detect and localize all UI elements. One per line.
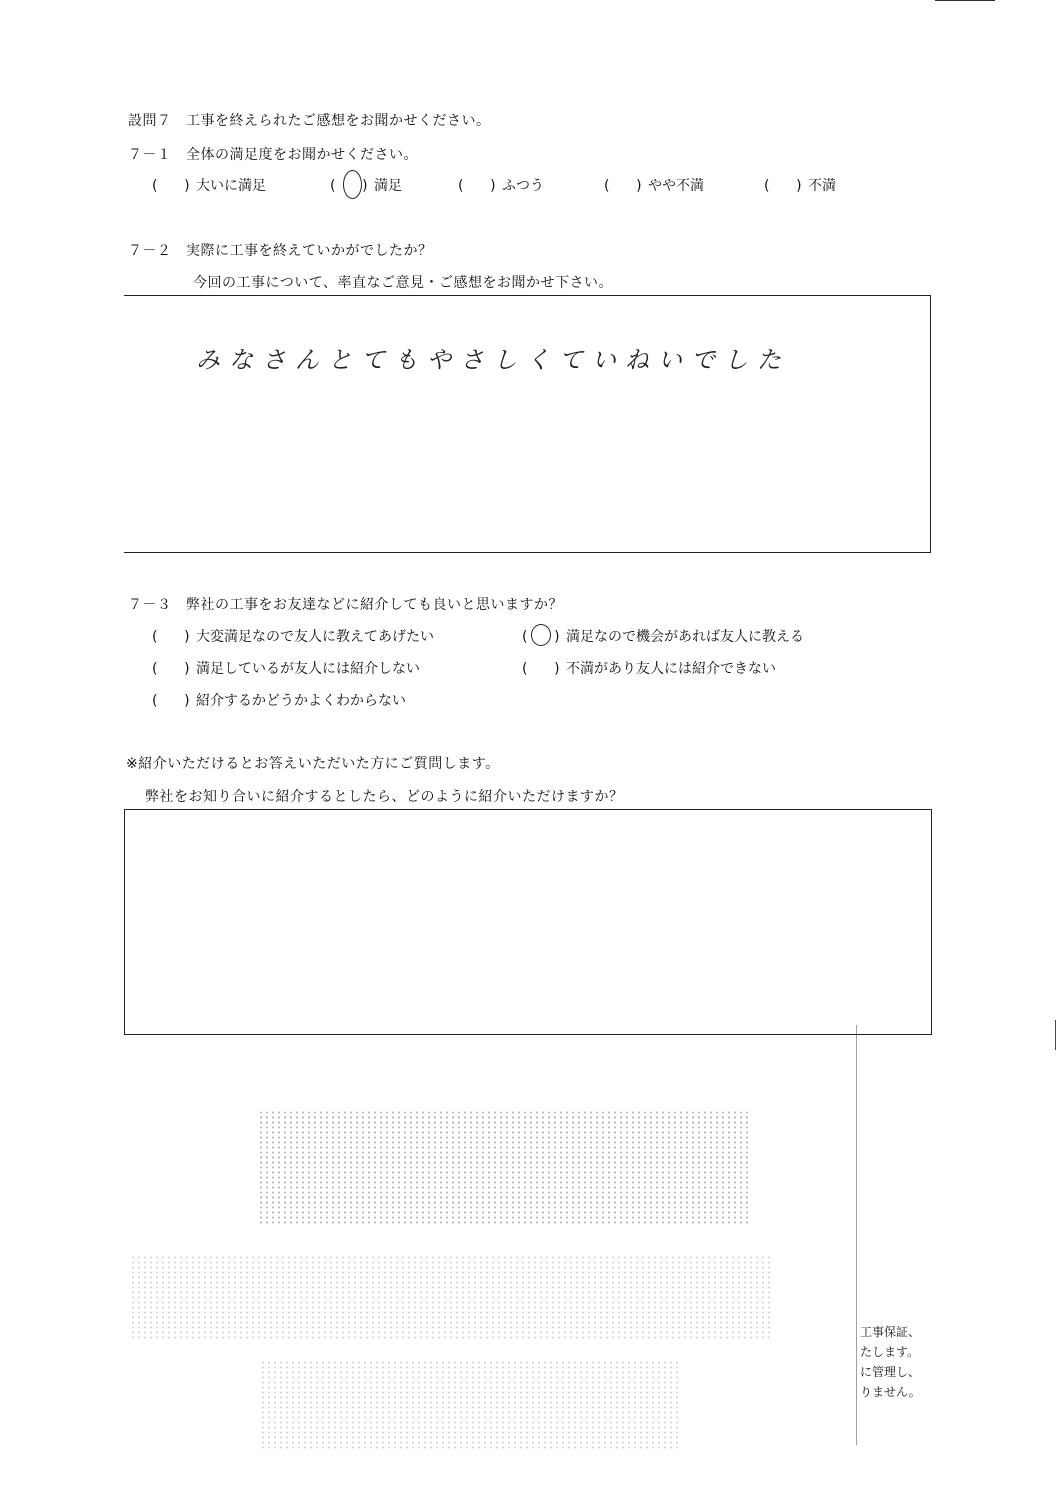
scan-edge-line: [856, 1025, 857, 1445]
referral-answer-box[interactable]: [124, 809, 932, 1035]
question-7-3-label: ７－３ 弊社の工事をお友達などに紹介しても良いと思いますか？: [128, 597, 563, 613]
question-7-2-label: ７－２ 実際に工事を終えていかがでしたか？: [128, 243, 433, 259]
selected-circle-mark: [343, 170, 362, 199]
q7-1-option-dissatisfied[interactable]: ( ) 不満: [764, 178, 836, 194]
erased-scan-noise: [130, 1255, 770, 1340]
checkbox-paren: ( ): [604, 178, 642, 194]
q7-3-option-very-satisfied-recommend[interactable]: ( ) 大変満足なので友人に教えてあげたい: [152, 629, 434, 645]
checkbox-paren: ( ): [152, 693, 190, 709]
selected-circle-mark: [531, 624, 551, 646]
checkbox-paren: ( ): [152, 661, 190, 677]
referral-note: ※紹介いただけるとお答えいただいた方にご質問します。: [126, 756, 500, 772]
q7-3-option-dissatisfied-no-recommend[interactable]: ( ) 不満があり友人には紹介できない: [522, 661, 776, 677]
scan-edge-line: [1055, 1020, 1056, 1050]
question-7-1-label: ７－１ 全体の満足度をお聞かせください。: [128, 147, 418, 163]
q7-3-option-satisfied-no-recommend[interactable]: ( ) 満足しているが友人には紹介しない: [152, 661, 420, 677]
referral-question: 弊社をお知り合いに紹介するとしたら、どのように紹介いただけますか？: [145, 789, 624, 805]
scan-edge-line: [935, 0, 995, 1]
q7-1-option-somewhat-dissatisfied[interactable]: ( ) やや不満: [604, 178, 704, 194]
q7-1-option-satisfied[interactable]: ( ) 満足: [330, 178, 402, 194]
checkbox-paren: ( ): [152, 629, 190, 645]
erased-scan-noise: [260, 1360, 680, 1450]
checkbox-paren: ( ): [764, 178, 802, 194]
checkbox-paren: ( ): [522, 661, 560, 677]
erased-scan-noise: [258, 1110, 748, 1225]
q7-2-handwritten-answer: みなさんとてもやさしくていねいでした: [196, 346, 790, 374]
q7-1-option-neutral[interactable]: ( ) ふつう: [458, 178, 544, 194]
q7-2-answer-box[interactable]: [124, 295, 931, 553]
checkbox-paren: ( ): [458, 178, 496, 194]
question-7-2-subtitle: 今回の工事について、率直なご意見・ご感想をお聞かせ下さい。: [193, 275, 613, 291]
cut-off-text: 工事保証、 たします。 に管理し、 りません。: [860, 1325, 921, 1399]
q7-1-option-very-satisfied[interactable]: ( ) 大いに満足: [152, 178, 266, 194]
checkbox-paren: ( ): [152, 178, 190, 194]
q7-3-option-satisfied-recommend[interactable]: ( ) 満足なので機会があれば友人に教える: [522, 629, 804, 645]
checkbox-paren: ( ): [522, 629, 560, 645]
checkbox-paren: ( ): [330, 178, 368, 194]
question-7-title: 設問７ 工事を終えられたご感想をお聞かせください。: [128, 113, 491, 129]
q7-3-option-unsure[interactable]: ( ) 紹介するかどうかよくわからない: [152, 693, 406, 709]
